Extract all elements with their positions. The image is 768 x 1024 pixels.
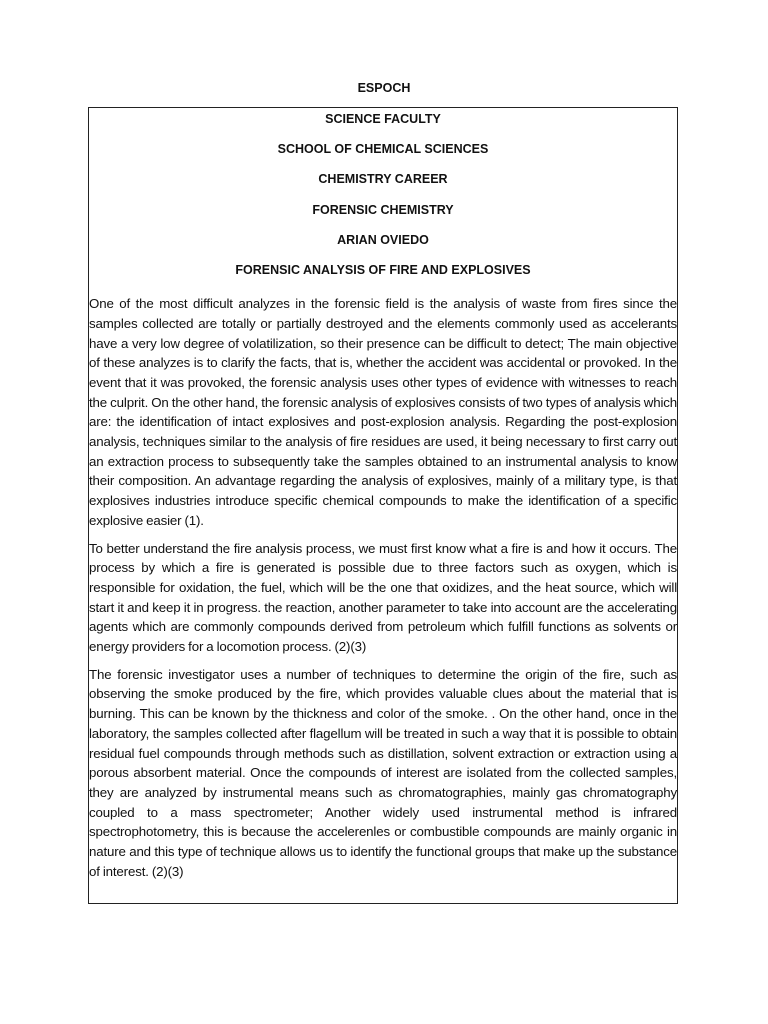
subject-heading: FORENSIC CHEMISTRY — [312, 202, 454, 217]
document-title: FORENSIC ANALYSIS OF FIRE AND EXPLOSIVES — [235, 262, 531, 277]
author-heading: ARIAN OVIEDO — [337, 232, 429, 247]
content-box — [88, 107, 678, 904]
school-heading: SCHOOL OF CHEMICAL SCIENCES — [277, 142, 489, 157]
institution-title: ESPOCH — [357, 81, 411, 95]
paragraph-3: The forensic investigator uses a number of techniques to determine the origin of the fire, such as observing the smoke produced by the fire, which provides valuable clues about the material that is burning. This can be known by the thickness and color of the smoke. . On the other hand, once in the laboratory, the samples collected after flagellum will be treated in such a way that it is possible to obtain residual fuel compounds through methods such as distillation, solvent extraction or extraction using a porous absorbent material. Once the compounds of interest are isolated from the collected samples, they are analyzed by instrumental means such as chromatographies, mainly gas chromatography coupled to a mass spectrometer; Another widely used instrumental method is infrared spectrophotometry, this is because the accelerenles or combustible compounds are mainly organic in nature and this type of technique allows us to identify the functional groups that make up the substance of interest. (2)(3) — [89, 666, 677, 879]
faculty-heading: SCIENCE FACULTY — [325, 112, 441, 126]
paragraph-1: One of the most difficult analyzes in the forensic field is the analysis of waste from fires since the samples collected are totally or partially destroyed and the elements commonly used as accelerants have a very low degree of volatilization, so their presence can be difficult to detect; The main objective of these analyzes is to clarify the facts, that is, whether the accident was accidental or provoked. In the event that it was provoked, the forensic analysis uses other types of evidence with witnesses to reach the culprit. On the other hand, the forensic analysis of explosives consists of two types of analysis which are: the identification of intact explosives and post-explosion analysis. Regarding the post-explosion analysis, techniques similar to the analysis of fire residues are used, it being necessary to first carry out an extraction process to subsequently take the samples obtained to an instrumental analysis to know their composition. An advantage regarding the analysis of explosives, mainly of a military type, is that explosives industries introduce specific chemical compounds to make the identification of a specific explosive easier (1). — [89, 296, 677, 528]
heading-block — [89, 108, 677, 290]
career-heading: CHEMISTRY CAREER — [318, 172, 448, 187]
paragraph-2: To better understand the fire analysis process, we must first know what a fire is and how it occurs. The process by which a fire is generated is possible due to three factors such as oxygen, which is responsible for oxidation, the fuel, which will be the one that oxidizes, and the heat source, which will start it and keep it in progress. the reaction, another parameter to take into account are the accelerating agents which are commonly compounds derived from petroleum which fulfill functions as solvents or energy providers for a locomotion process. (2)(3) — [89, 540, 677, 655]
body-text — [89, 294, 677, 881]
